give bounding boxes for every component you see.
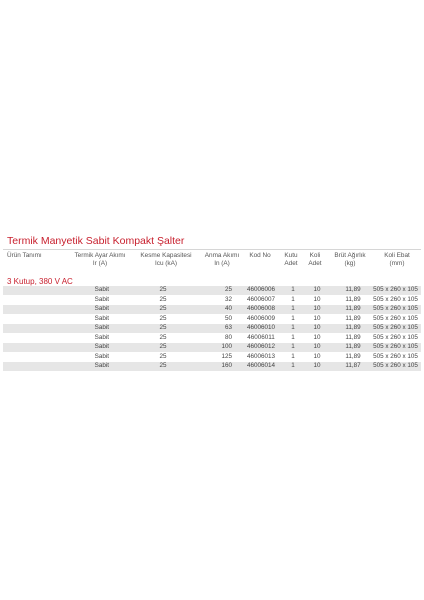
cell-brut: 11,89 <box>345 305 361 312</box>
table-row <box>3 362 421 372</box>
table-row <box>3 353 421 363</box>
cell-kutu: 1 <box>291 305 295 312</box>
cell-kod: 46006006 <box>246 286 276 293</box>
cell-termik: Sabit <box>94 362 109 369</box>
header-termik <box>62 252 138 267</box>
table-row <box>3 324 421 334</box>
cell-brut: 11,89 <box>345 295 361 303</box>
cell-kod: 46006014 <box>246 362 276 369</box>
cell-anma: 40 <box>224 305 232 312</box>
cell-termik: Sabit <box>94 333 109 341</box>
cell-brut: 11,89 <box>345 314 361 322</box>
cell-anma: 125 <box>221 352 232 360</box>
cell-kod: 46006007 <box>246 295 276 303</box>
header-koli-adet <box>304 252 326 267</box>
cell-ebat: 505 x 260 x 105 <box>373 305 418 312</box>
header-kutu-line-2: Adet <box>284 259 298 267</box>
cell-ebat: 505 x 260 x 105 <box>373 343 418 350</box>
table-row <box>3 343 421 353</box>
cell-kesme: 25 <box>159 352 167 360</box>
cell-brut: 11,89 <box>345 352 361 360</box>
cell-kod: 46006010 <box>246 324 276 331</box>
cell-kesme: 25 <box>159 362 167 369</box>
cell-koli: 10 <box>313 343 321 350</box>
cell-koli: 10 <box>313 362 321 369</box>
header-anma <box>198 252 246 267</box>
header-ebat-line-2: (mm) <box>389 259 405 267</box>
cell-termik: Sabit <box>94 286 109 293</box>
cell-kutu: 1 <box>291 314 295 322</box>
header-rule <box>3 249 421 250</box>
header-urun-tanimi <box>7 252 42 260</box>
table-row <box>3 334 421 344</box>
cell-brut: 11,89 <box>345 324 361 331</box>
table-row <box>3 305 421 315</box>
header-kesme-line-2: Icu (kA) <box>154 259 177 267</box>
cell-termik: Sabit <box>94 314 109 322</box>
header-brut-line-1: Brüt Ağırlık <box>334 252 366 259</box>
header-brut-line-2: (kg) <box>344 259 356 267</box>
cell-kod: 46006009 <box>246 314 276 322</box>
table-row <box>3 286 421 296</box>
document-title: Termik Manyetik Sabit Kompakt Şalter <box>7 235 185 247</box>
cell-ebat: 505 x 260 x 105 <box>373 286 418 293</box>
cell-kod: 46006008 <box>246 305 276 312</box>
header-kesme <box>134 252 198 267</box>
cell-anma: 50 <box>224 314 232 322</box>
cell-ebat: 505 x 260 x 105 <box>373 324 418 331</box>
cell-koli: 10 <box>313 305 321 312</box>
cell-koli: 10 <box>313 333 321 341</box>
header-koli-ebat <box>372 252 422 267</box>
cell-brut: 11,89 <box>345 333 361 341</box>
header-kutu-line-1: Kutu <box>284 252 298 259</box>
cell-kod: 46006011 <box>247 333 275 341</box>
cell-termik: Sabit <box>94 295 109 303</box>
group-title: 3 Kutup, 380 V AC <box>7 277 73 286</box>
cell-anma: 80 <box>224 333 232 341</box>
cell-kesme: 25 <box>159 343 167 350</box>
cell-koli: 10 <box>313 352 321 360</box>
cell-anma: 32 <box>224 295 232 303</box>
header-koli-line-2: Adet <box>308 259 322 267</box>
cell-koli: 10 <box>313 324 321 331</box>
product-table <box>3 286 421 372</box>
cell-kutu: 1 <box>291 286 295 293</box>
cell-ebat: 505 x 260 x 105 <box>373 352 418 360</box>
header-ebat-line-1: Koli Ebat <box>384 252 410 259</box>
header-brut-agirlik <box>326 252 374 267</box>
cell-kesme: 25 <box>159 333 167 341</box>
cell-brut: 11,89 <box>345 343 361 350</box>
cell-kesme: 25 <box>159 286 167 293</box>
cell-kutu: 1 <box>291 295 295 303</box>
cell-kutu: 1 <box>291 362 295 369</box>
header-anma-line-1: Anma Akımı <box>204 252 240 259</box>
header-kod-no <box>242 252 278 260</box>
cell-ebat: 505 x 260 x 105 <box>373 333 418 341</box>
cell-koli: 10 <box>313 314 321 322</box>
header-anma-line-2: In (A) <box>214 259 230 267</box>
cell-kesme: 25 <box>159 324 167 331</box>
cell-kesme: 25 <box>159 305 167 312</box>
cell-kod: 46006012 <box>246 343 276 350</box>
header-termik-line-2: Ir (A) <box>92 259 108 267</box>
cell-ebat: 505 x 260 x 105 <box>373 314 418 322</box>
cell-kutu: 1 <box>291 324 295 331</box>
cell-brut: 11,87 <box>345 362 361 369</box>
cell-anma: 160 <box>221 362 232 369</box>
cell-kutu: 1 <box>291 343 295 350</box>
cell-termik: Sabit <box>94 324 109 331</box>
table-row <box>3 315 421 325</box>
table-row <box>3 296 421 306</box>
cell-anma: 100 <box>221 343 232 350</box>
cell-koli: 10 <box>313 295 321 303</box>
cell-anma: 63 <box>224 324 232 331</box>
header-urun-line-1: Ürün Tanımı <box>7 252 42 259</box>
cell-brut: 11,89 <box>345 286 361 293</box>
header-termik-line-1: Termik Ayar Akımı <box>74 252 126 259</box>
cell-anma: 25 <box>224 286 232 293</box>
header-kutu-adet <box>280 252 302 267</box>
cell-termik: Sabit <box>94 352 109 360</box>
header-kod-line-1: Kod No <box>249 252 271 259</box>
cell-ebat: 505 x 260 x 105 <box>373 295 418 303</box>
cell-kesme: 25 <box>159 295 167 303</box>
cell-kod: 46006013 <box>246 352 276 360</box>
cell-termik: Sabit <box>94 305 109 312</box>
cell-kesme: 25 <box>159 314 167 322</box>
header-kesme-line-1: Kesme Kapasitesi <box>140 252 192 259</box>
cell-koli: 10 <box>313 286 321 293</box>
cell-termik: Sabit <box>94 343 109 350</box>
cell-kutu: 1 <box>291 352 295 360</box>
header-koli-line-1: Koli <box>309 252 321 259</box>
cell-kutu: 1 <box>291 333 295 341</box>
cell-ebat: 505 x 260 x 105 <box>373 362 418 369</box>
